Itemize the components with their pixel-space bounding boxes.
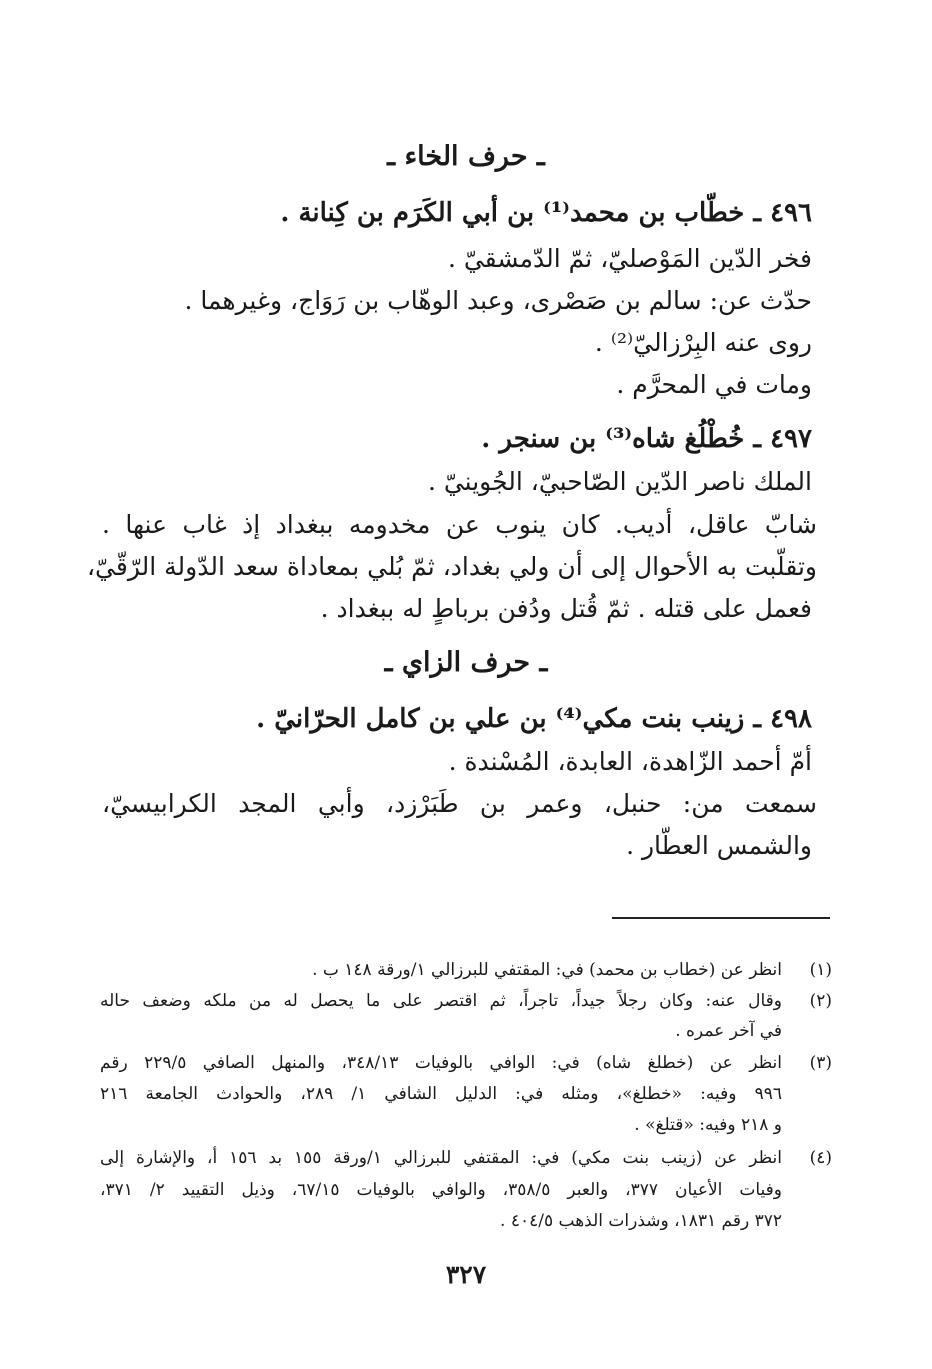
entry-498-line: سمعت من: حنبل، وعمر بن طَبَرْزد، وأبي المجد الكرابيسيّ، — [102, 789, 817, 818]
entry-497-line: فعمل على قتله . ثمّ قُتل ودُفن برباطٍ له ببغداد . — [320, 594, 812, 623]
entry-497-line: الملك ناصر الدّين الصّاحبيّ، الجُوينيّ . — [427, 467, 812, 496]
footnote-marker: (١) — [809, 960, 832, 980]
entry-498-title: ٤٩٨ ـ زينب بنت مكي⁽⁴⁾ بن علي بن كامل الحرّانيّ . — [256, 704, 812, 734]
entry-498-line: والشمس العطّار . — [626, 831, 812, 860]
footnote-text: ٩٩٦ وفيه: «خطلغ»، ومثله في: الدليل الشافي ١/ ٢٨٩، والحوادث الجامعة ٢١٦ — [100, 1084, 782, 1104]
footnote-text: انظر عن (خطلغ شاه) في: الوافي بالوفيات ٣٤٨/١٣، والمنهل الصافي ٢٢٩/٥ رقم — [100, 1053, 782, 1073]
footnote-text: وقال عنه: وكان رجلاً جيداً، تاجراً، ثم اقتصر على ما يحصل له من ملكه وضعف حاله — [100, 991, 782, 1011]
entry-497-line: وتقلّبت به الأحوال إلى أن ولي بغداد، ثمّ بُلي بمعاداة سعد الدّولة الرّقّيّ، — [86, 552, 817, 581]
footnote-marker: (٢) — [809, 991, 832, 1011]
footnote-text: وفيات الأعيان ٣٧٧، والعبر ٣٥٨/٥، والوافي بالوفيات ٦٧/١٥، وذيل التقييد ٢/ ٣٧١، — [100, 1180, 782, 1200]
footnote-text: انظر عن (خطاب بن محمد) في: المقتفي للبرزالي ١/ورقة ١٤٨ ب . — [312, 960, 782, 980]
entry-497-title: ٤٩٧ ـ خُطْلُغ شاه⁽³⁾ بن سنجر . — [481, 424, 812, 454]
entry-496-line: فخر الدّين المَوْصليّ، ثمّ الدّمشقيّ . — [447, 244, 812, 273]
entry-496-line: روى عنه البِرْزاليّ⁽²⁾ . — [594, 328, 812, 357]
footnote-marker: (٤) — [809, 1148, 832, 1168]
section-heading-kha: ـ حرف الخاء ـ — [387, 141, 545, 172]
footnote-text: في آخر عمره . — [675, 1021, 782, 1041]
entry-496-line: حدّث عن: سالم بن صَصْرى، وعبد الوهّاب بن رَوَاج، وغيرهما . — [184, 286, 812, 315]
footnote-text: ٣٧٢ رقم ١٨٣١، وشذرات الذهب ٤٠٤/٥ . — [500, 1211, 782, 1231]
footnote-text: و ٢١٨ وفيه: «قتلغ» . — [634, 1115, 782, 1135]
section-heading-zay: ـ حرف الزاي ـ — [384, 647, 548, 678]
entry-496-line: ومات في المحرَّم . — [616, 370, 812, 399]
page-number: ٣٢٧ — [445, 1260, 487, 1289]
footnote-marker: (٣) — [809, 1053, 832, 1073]
entry-496-title: ٤٩٦ ـ خطّاب بن محمد⁽¹⁾ بن أبي الكَرَم بن كِنانة . — [280, 198, 812, 228]
entry-498-line: أمّ أحمد الزّاهدة، العابدة، المُسْندة . — [448, 747, 812, 776]
footnote-text: انظر عن (زينب بنت مكي) في: المقتفي للبرزالي ١/ورقة ١٥٥ بد ١٥٦ أ، والإشارة إلى — [100, 1148, 782, 1168]
footnote-separator — [612, 917, 830, 919]
entry-497-line: شابّ عاقل، أديب. كان ينوب عن مخدومه ببغداد إذ غاب عنها . — [102, 510, 817, 539]
